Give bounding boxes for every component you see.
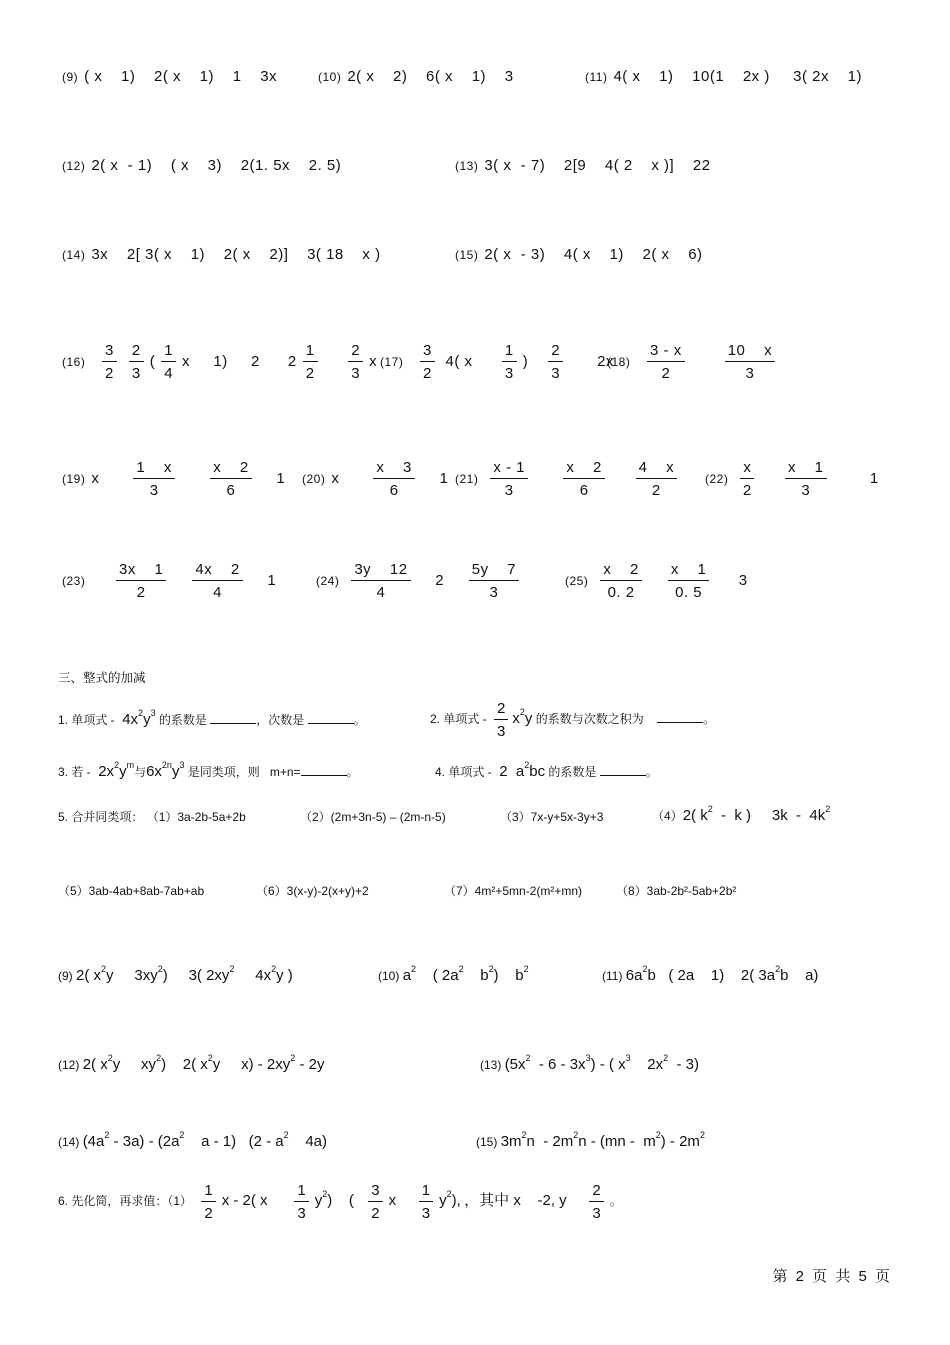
fraction: $\frac{2}{3}$ xyxy=(348,342,363,382)
blank[interactable] xyxy=(301,763,347,776)
subquestion: （5）3ab-4ab+8ab-7ab+ab xyxy=(58,884,205,898)
subquestion-12: (12) 2( $x^2y$ $xy^2$) 2( $x^2y$ $x) - 2xy^2 - 2y$ xyxy=(58,1053,325,1073)
fraction: $\frac{1}{3}$ xyxy=(294,1182,308,1222)
question-text: ，其中 x xyxy=(464,1192,521,1210)
subquestion: （1）3a-2b-5a+2b xyxy=(146,810,246,824)
equation-20: (20) x $\frac{x 3}{6}$ 1 xyxy=(302,459,449,499)
question-1: 1. 单项式 - $4x^2y^3$ 的系数是 ，次数是 。 xyxy=(58,708,366,728)
blank[interactable] xyxy=(657,710,703,723)
blank[interactable] xyxy=(210,711,256,724)
fraction: $\frac{1}{2}$ xyxy=(303,342,318,382)
equation-body: 3x 2[ 3( x 1) 2( x 2)] 3( 18 x ) xyxy=(91,246,381,263)
equation-10 xyxy=(318,68,514,85)
equation-number: (18) xyxy=(607,354,631,369)
question-text: 与 xyxy=(134,765,147,779)
subquestion-4: （4）2( $k^2$ - k ) $3k - 4k^2$ xyxy=(652,804,831,824)
subquestion: （6）3(x-y)-2(x+y)+2 xyxy=(256,884,369,898)
question-text: m+n= xyxy=(269,765,301,779)
question-5 xyxy=(58,808,246,825)
subquestion: （3）7x-y+5x-3y+3 xyxy=(500,810,604,824)
question-prefix: 1. 单项式 - xyxy=(58,713,115,727)
fraction: $\frac{x 3}{6}$ xyxy=(373,459,415,499)
equation-number: (19) xyxy=(62,471,86,486)
fraction: $\frac{3}{2}$ xyxy=(102,342,117,382)
fraction: $\frac{1}{2}$ xyxy=(201,1182,215,1222)
equation-number: (25) xyxy=(565,573,589,588)
subquestion-13: (13) $(5x^2 - 6 - 3x^3)$ - ( $x^3$ $2x^2 - 3$) xyxy=(480,1053,699,1073)
equation-22: (22) $\frac{x}{2}$ $\frac{x 1}{3}$ 1 xyxy=(705,459,879,499)
fraction: $\frac{1}{3}$ xyxy=(419,1182,433,1222)
question-prefix: 2. 单项式 - xyxy=(430,712,487,727)
page-footer: 第 2 页 共 5 页 xyxy=(772,1268,892,1285)
fraction: $\frac{3y 12}{4}$ xyxy=(351,561,410,601)
equation-number: (24) xyxy=(316,573,340,588)
fraction: $\frac{4x 2}{4}$ xyxy=(192,561,242,601)
equation-21 xyxy=(455,459,683,499)
fraction: $\frac{x}{2}$ xyxy=(740,459,754,499)
equation-number: (23) xyxy=(62,573,86,588)
equation-12 xyxy=(62,157,341,174)
subquestion-10: (10) $a^2$ ( $2a^2$ $b^2$) $b^2$ xyxy=(378,964,529,984)
fraction: $\frac{x 2}{6}$ xyxy=(210,459,252,499)
equation-number: (9) xyxy=(62,70,79,84)
equation-14 xyxy=(62,246,381,263)
equation-number: (14) xyxy=(62,248,86,262)
question-text: -2, y xyxy=(537,1192,567,1210)
equation-number: (21) xyxy=(455,471,479,486)
equation-body: 4( x 1) 10(1 2x ) 3( 2x 1) xyxy=(613,68,863,85)
question-4: 4. 单项式 - 2 $a^2bc$ 的系数是 。 xyxy=(435,760,658,780)
equation-16: (16) $\frac{3}{2}$ $\frac{2}{3}$ ( $\frac{1}{4}$ x 1) 2 2 $\frac{1}{2}$ $\frac{2}{3}$ x xyxy=(62,342,378,382)
equation-25: (25) $\frac{x 2}{0. 2}$ $\frac{x 1}{0. 5}$ 3 xyxy=(565,561,748,601)
subquestion-number: （4） xyxy=(652,809,683,823)
question-text: 。 xyxy=(609,1194,622,1209)
question-2: 2. 单项式 - $\frac{2}{3}$ $x^2y$ 的系数与次数之积为 。 xyxy=(430,700,716,740)
fraction: $\frac{x 1}{0. 5}$ xyxy=(668,561,710,601)
equation-number: (16) xyxy=(62,354,86,369)
fraction: $\frac{x 2}{0. 2}$ xyxy=(600,561,642,601)
question-text: 的系数是 xyxy=(158,713,207,727)
question-3: 3. 若 - $2x^2y^m$与$6x^{2n}y^3$ 是同类项，则 m+n= 。 xyxy=(58,760,359,780)
subquestion-9: (9) 2( $x^2y$ $3xy^2$) 3( $2xy^2$ $4x^2y$ ) xyxy=(58,964,293,984)
question-text: 。 xyxy=(346,765,359,779)
fraction: $\frac{2}{3}$ xyxy=(589,1182,603,1222)
equation-11 xyxy=(585,68,862,85)
question-text: 。 xyxy=(645,765,658,779)
equation-number: (20) xyxy=(302,471,326,486)
fraction: $\frac{1}{4}$ xyxy=(161,342,176,382)
question-text: 的系数与次数之积为 xyxy=(535,712,644,727)
equation-number: (11) xyxy=(585,70,608,84)
fraction: $\frac{5y 7}{3}$ xyxy=(469,561,519,601)
question-text: 。 xyxy=(703,712,716,727)
equation-23: (23) $\frac{3x 1}{2}$ $\frac{4x 2}{4}$ 1 xyxy=(62,561,277,601)
subquestion: （7）4m²+5mn-2(m²+mn) xyxy=(444,884,583,898)
fraction: $\frac{x 1}{3}$ xyxy=(785,459,827,499)
blank[interactable] xyxy=(600,763,646,776)
equation-number: (10) xyxy=(318,70,342,84)
equation-number: (17) xyxy=(380,354,404,369)
fraction: $\frac{2}{3}$ xyxy=(129,342,144,382)
fraction: $\frac{4 x}{2}$ xyxy=(636,459,678,499)
equation-15 xyxy=(455,246,703,263)
fraction: $\frac{3 - x}{2}$ xyxy=(647,342,685,382)
subquestion: （8）3ab-2b²-5ab+2b² xyxy=(616,884,737,898)
equation-number: (12) xyxy=(62,159,86,173)
equation-body: 3( x - 7) 2[9 4( 2 x )] 22 xyxy=(484,157,711,174)
question-text: 。 xyxy=(353,713,366,727)
fraction: $\frac{1}{3}$ xyxy=(502,342,517,382)
equation-number: (15) xyxy=(455,248,479,262)
blank[interactable] xyxy=(308,711,354,724)
equation-9 xyxy=(62,68,277,85)
equation-number: (13) xyxy=(455,159,479,173)
fraction: $\frac{1 x}{3}$ xyxy=(133,459,175,499)
fraction: $\frac{x 2}{6}$ xyxy=(563,459,605,499)
equation-number: (22) xyxy=(705,471,729,486)
equation-19: (19) x $\frac{1 x}{3}$ $\frac{x 2}{6}$ 1 xyxy=(62,459,286,499)
section-title: 三、整式的加减 xyxy=(58,671,146,685)
question-prefix: 4. 单项式 - xyxy=(435,765,492,779)
equation-body: ( x 1) 2( x 1) 1 3x xyxy=(84,68,278,85)
question-text: 的系数是 xyxy=(548,765,597,779)
equation-13 xyxy=(455,157,711,174)
fraction: $\frac{2}{3}$ xyxy=(494,700,508,740)
fraction: $\frac{x - 1}{3}$ xyxy=(490,459,528,499)
equation-18 xyxy=(607,342,781,382)
subquestion: （2）(2m+3n-5) – (2m-n-5) xyxy=(300,810,446,824)
equation-body: 2( x 2) 6( x 1) 3 xyxy=(347,68,514,85)
fraction: $\frac{3}{2}$ xyxy=(420,342,435,382)
question-text: 是同类项，则 xyxy=(187,765,260,779)
subquestion-15: (15) $3m^2n - 2m^2n - (mn - m^2) - 2m^2$ xyxy=(476,1130,705,1150)
equation-body: 2( x - 1) ( x 3) 2(1. 5x 2. 5) xyxy=(91,157,342,174)
equation-17: (17) $\frac{3}{2}$ 4( x $\frac{1}{3}$ ) $\frac{2}{3}$ 2x xyxy=(380,342,614,382)
fraction: $\frac{10 x}{3}$ xyxy=(725,342,775,382)
equation-body: 2( x - 3) 4( x 1) 2( x 6) xyxy=(484,246,703,263)
question-prefix: 6. 先化简，再求值：（1） xyxy=(58,1194,193,1209)
fraction: $\frac{3}{2}$ xyxy=(368,1182,382,1222)
equation-24: (24) $\frac{3y 12}{4}$ 2 $\frac{5y 7}{3}$ xyxy=(316,561,525,601)
fraction: $\frac{3x 1}{2}$ xyxy=(116,561,166,601)
subquestion-14: (14) $(4a^2 - 3a) - (2a^2$ a - 1) ($2 - a^2$ 4a) xyxy=(58,1130,328,1150)
fraction: $\frac{2}{3}$ xyxy=(548,342,563,382)
question-prefix: 5. 合并同类项： xyxy=(58,810,144,824)
question-text: ，次数是 xyxy=(256,713,305,727)
question-6: 6. 先化简，再求值：（1） $\frac{1}{2}$ x - 2( x $\frac{1}{3}$ $y^2$) ( $\frac{3}{2}$ x $\frac{1}{3}$ $y^2$), ，其中 x -2, y $\frac{2}{3}$ 。 xyxy=(58,1182,622,1222)
question-prefix: 3. 若 - xyxy=(58,765,91,779)
subquestion-11: (11) $6a^2b$ ( 2a 1) 2( $3a^2b$ a) xyxy=(602,964,819,984)
